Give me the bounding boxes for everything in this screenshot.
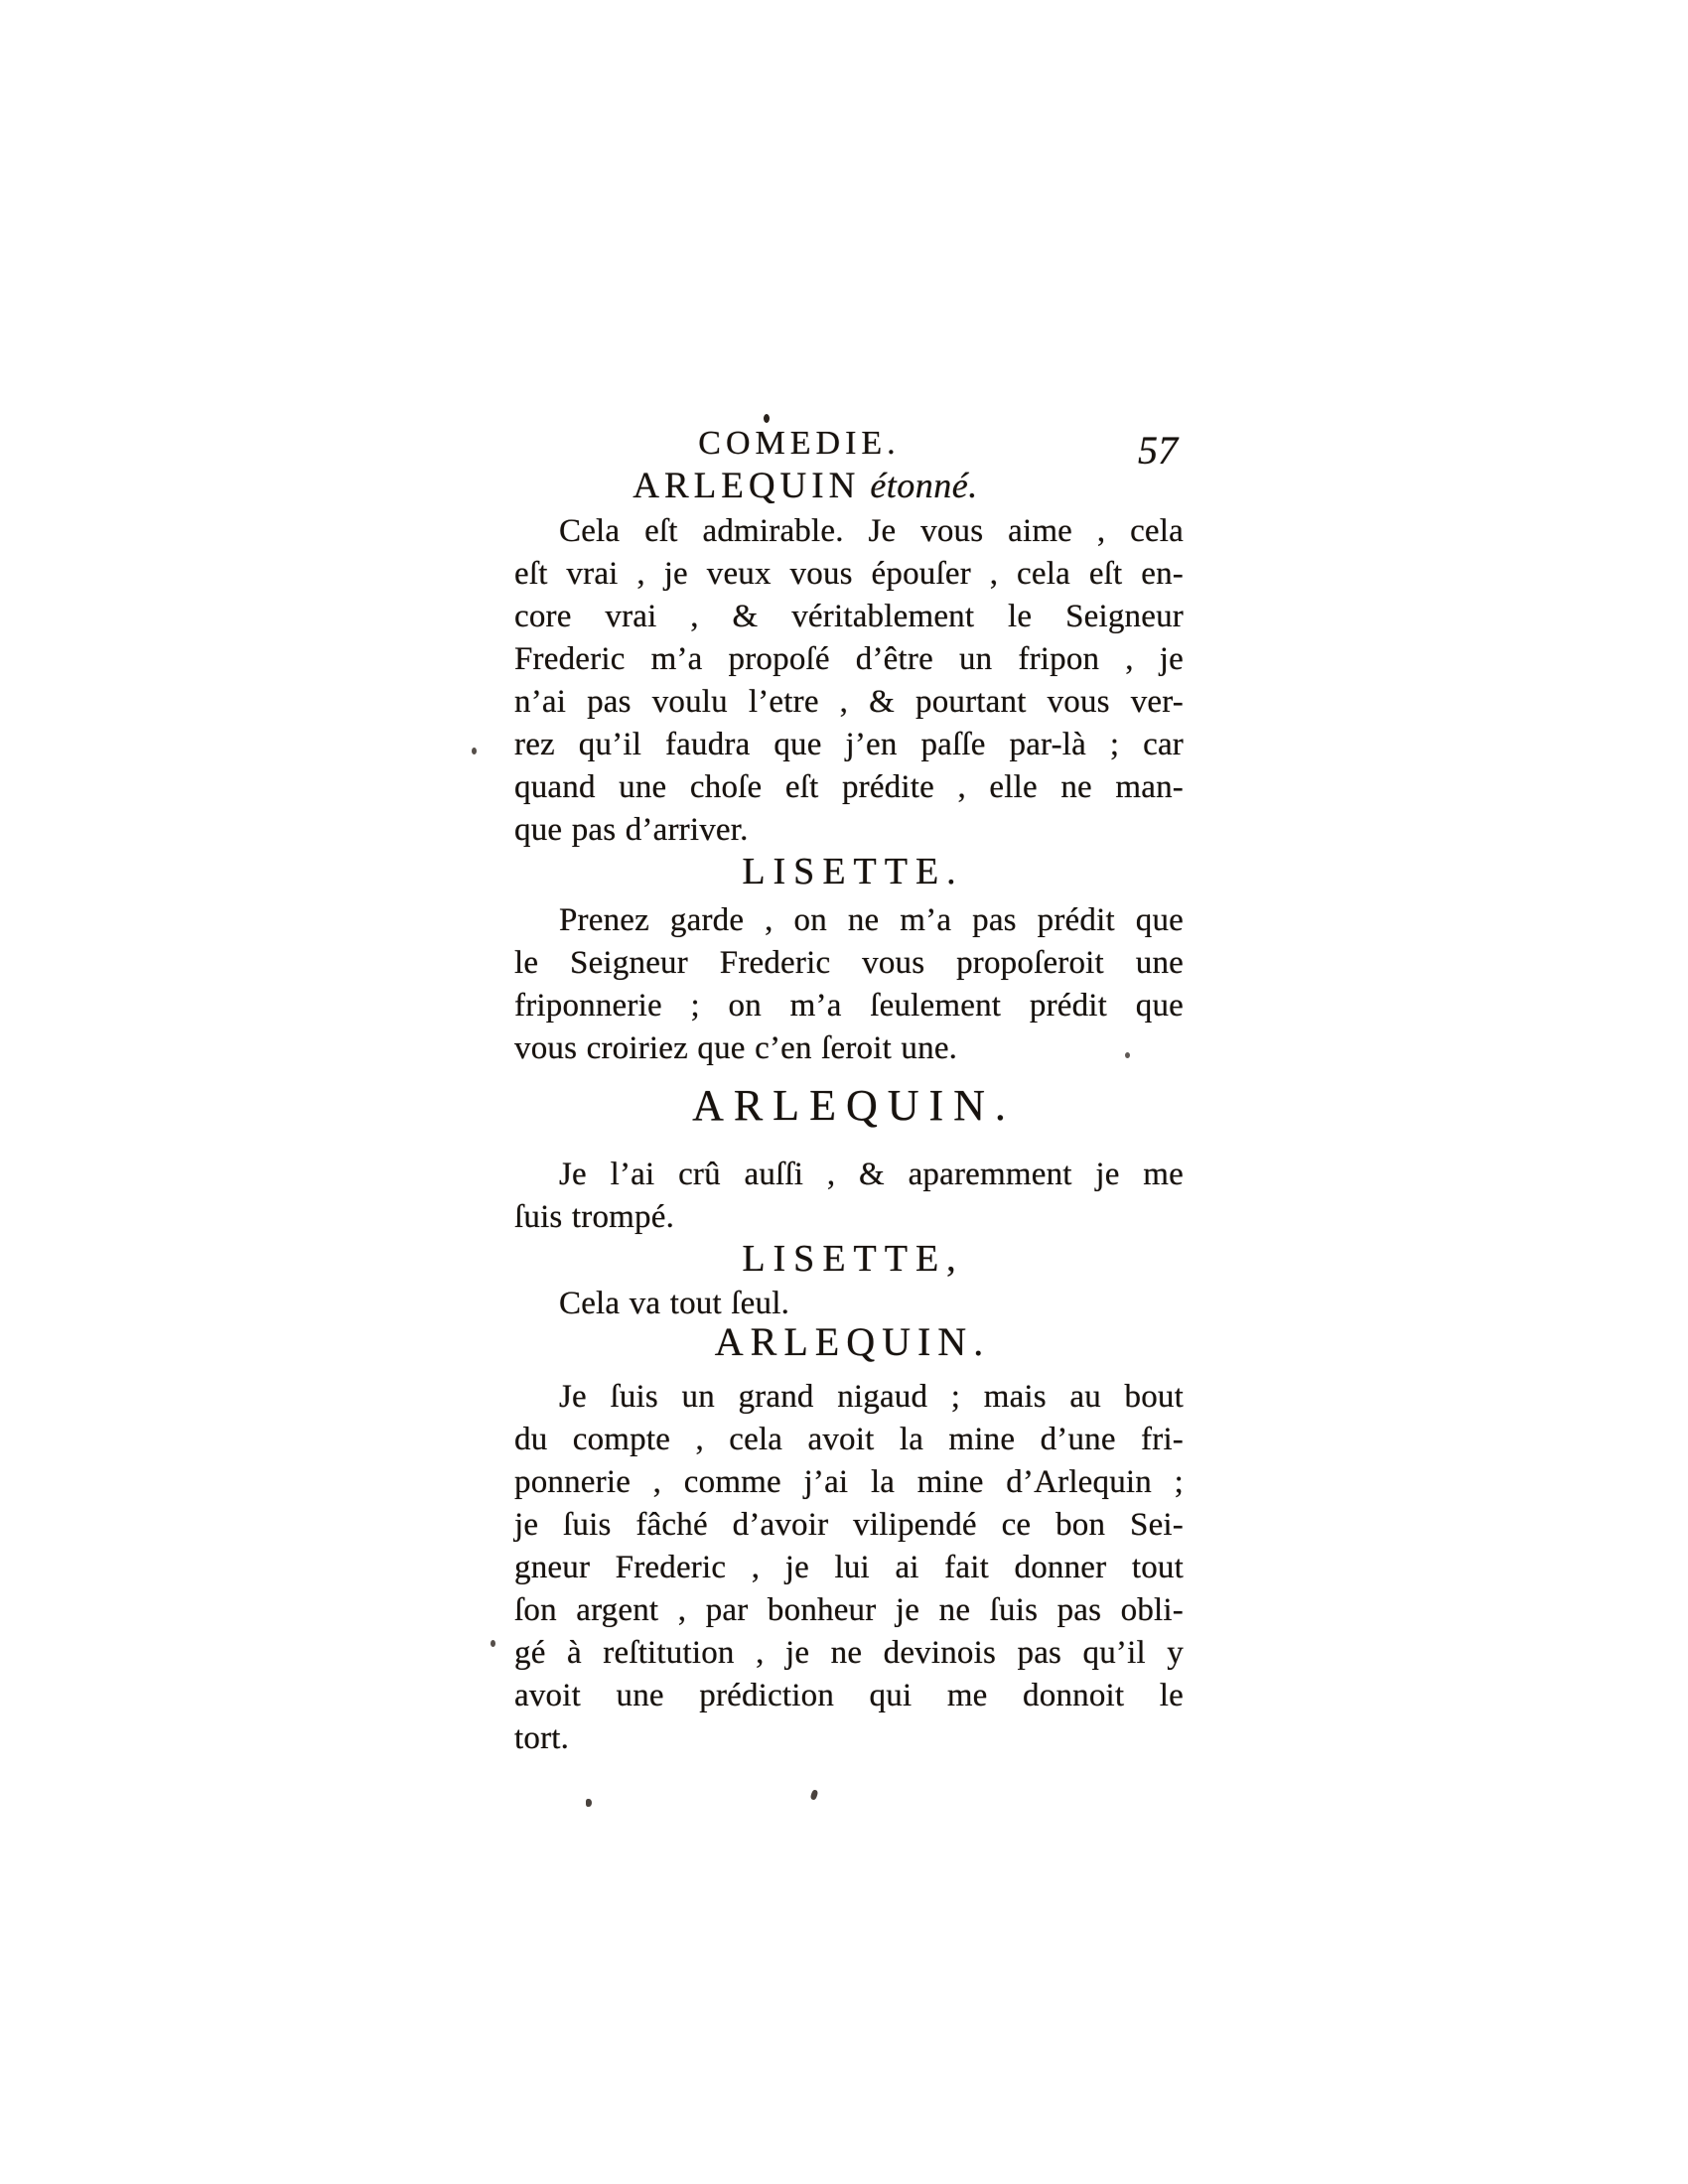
stage-direction: étonné. [870, 466, 978, 505]
speech-line: eſt vrai , je veux vous épouſer , cela eſt en- [514, 556, 1184, 592]
speech-line: Prenez garde , on ne m’a pas prédit que [559, 902, 1184, 938]
speaker-arlequin-2: ARLEQUIN. [692, 1081, 1016, 1130]
ink-speck [472, 748, 477, 754]
speech-line: Cela va tout ſeul. [559, 1286, 790, 1321]
speech-line: tort. [514, 1720, 570, 1756]
ink-speck [764, 414, 770, 423]
speech-arlequin-1 [514, 510, 1184, 852]
speech-line: ſon argent , par bonheur je ne ſuis pas obli- [514, 1592, 1184, 1628]
speech-line: core vrai , & véritablement le Seigneur [514, 599, 1184, 634]
running-title: COMEDIE. [698, 425, 901, 462]
speech-line: du compte , cela avoit la mine d’une fri- [514, 1422, 1184, 1457]
speech-line: le Seigneur Frederic vous propoſeroit une [514, 945, 1184, 981]
scene-speaker-name: ARLEQUIN [633, 466, 861, 506]
speech-line: Je l’ai crû auſſi , & aparemment je me [559, 1157, 1184, 1192]
speech-line: ſuis trompé. [514, 1199, 675, 1235]
speech-line: ponnerie , comme j’ai la mine d’Arlequin ; [514, 1464, 1184, 1500]
speech-line: je ſuis fâché d’avoir vilipendé ce bon Sei- [514, 1507, 1184, 1543]
scene-heading [471, 465, 1140, 507]
speaker-lisette-1: LISETTE. [742, 851, 964, 892]
speech-line: rez qu’il faudra que j’en paſſe par-là ; car [514, 727, 1184, 762]
speech-line: que pas d’arriver. [514, 812, 749, 848]
speech-line: avoit une prédiction qui me donnoit le [514, 1678, 1184, 1713]
page-number: 57 [1138, 428, 1178, 473]
speech-line: vous croiriez que c’en ſeroit une. [514, 1030, 958, 1066]
speech-line: Frederic m’a propoſé d’être un fripon , je [514, 641, 1184, 677]
speech-arlequin-3 [514, 1376, 1184, 1760]
ink-speck [810, 1789, 819, 1800]
ink-speck [1125, 1052, 1130, 1058]
speech-line: quand une choſe eſt prédite , elle ne man- [514, 769, 1184, 805]
speech-line: gneur Frederic , je lui ai fait donner tout [514, 1550, 1184, 1585]
speech-line: n’ai pas voulu l’etre , & pourtant vous ver- [514, 684, 1184, 720]
ink-speck [586, 1799, 592, 1807]
speech-arlequin-2 [514, 1154, 1184, 1239]
speech-line: Je ſuis un grand nigaud ; mais au bout [559, 1379, 1184, 1415]
speech-line: Cela eſt admirable. Je vous aime , cela [559, 513, 1184, 549]
speech-line: friponnerie ; on m’a ſeulement prédit que [514, 988, 1184, 1024]
speech-line: gé à reſtitution , je ne devinois pas qu’il y [514, 1635, 1184, 1671]
speaker-arlequin-3: ARLEQUIN. [714, 1319, 991, 1364]
ink-speck [491, 1640, 495, 1647]
speech-lisette-1 [514, 899, 1184, 1070]
speaker-lisette-2: LISETTE, [742, 1238, 964, 1280]
